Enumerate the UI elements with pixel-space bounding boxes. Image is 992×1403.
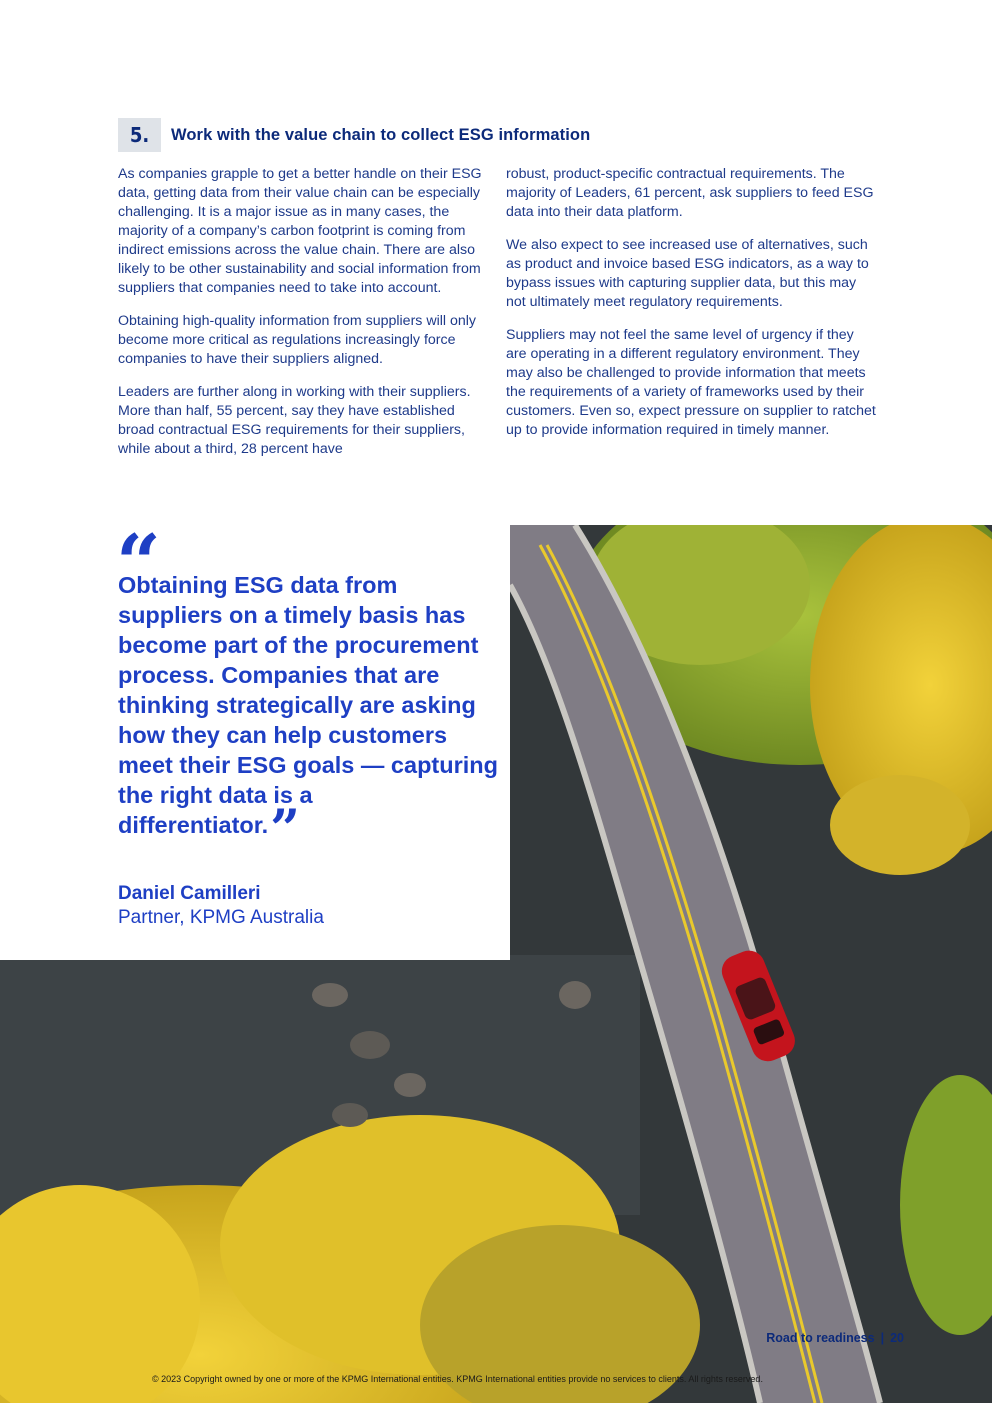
paragraph: We also expect to see increased use of alternatives, such as product and invoice based ESG indicators, as a way to bypass issues with capturing supplier data, but this may not ultimately meet regulatory requirements. (506, 237, 869, 310)
left-column (118, 165, 490, 473)
section-header (118, 118, 590, 152)
close-quote-mark: ” (270, 799, 301, 860)
paragraph: Suppliers may not feel the same level of urgency if they are operating in a different regulatory environment. They may also be challenged to provide information that meets the requirements of a variety of frameworks used by their customers. Even so, expect pressure on supplier to ratchet up to provide information required in timely manner. (506, 327, 876, 438)
footer-separator: | (880, 1331, 885, 1345)
page-number: 20 (890, 1331, 904, 1345)
paragraph: As companies grapple to get a better handle on their ESG data, getting data from their value chain can be especially challenging. It is a major issue as in many cases, the majority of a company’s carbon footprint is coming from indirect emissions across the value chain. There are also likely to be other sustainability and social information from suppliers that companies need to take into account. (118, 166, 482, 296)
report-title: Road to readiness (766, 1331, 875, 1345)
paragraph: Obtaining high-quality information from suppliers will only become more critical as regulations increasingly force companies to have their suppliers aligned. (118, 313, 477, 367)
paragraph: robust, product-specific contractual requirements. The majority of Leaders, 61 percent, ask suppliers to feed ESG data into their data platform. (506, 166, 874, 220)
quote-author-name: Daniel Camilleri (118, 883, 261, 904)
open-quote-mark: “ (116, 518, 161, 609)
right-column (506, 165, 878, 454)
paragraph: Leaders are further along in working with their suppliers. More than half, 55 percent, say they have established broad contractual ESG requirements for their suppliers, while about a third, 28 percent have (118, 384, 471, 457)
pull-quote (118, 570, 498, 860)
copyright-notice: © 2023 Copyright owned by one or more of the KPMG International entities. KPMG International entities provide no services to clients. All rights reserved. (152, 1374, 763, 1384)
quote-author-role: Partner, KPMG Australia (118, 907, 324, 928)
quote-text: Obtaining ESG data from suppliers on a timely basis has become part of the procurement process. Companies that are thinking strategically are asking how they can help customers meet their ESG goals — capturing the right data is a differentiator. (118, 572, 498, 838)
section-title: Work with the value chain to collect ESG information (171, 125, 591, 144)
page-footer (766, 1331, 904, 1345)
section-number: 5. (118, 118, 161, 152)
